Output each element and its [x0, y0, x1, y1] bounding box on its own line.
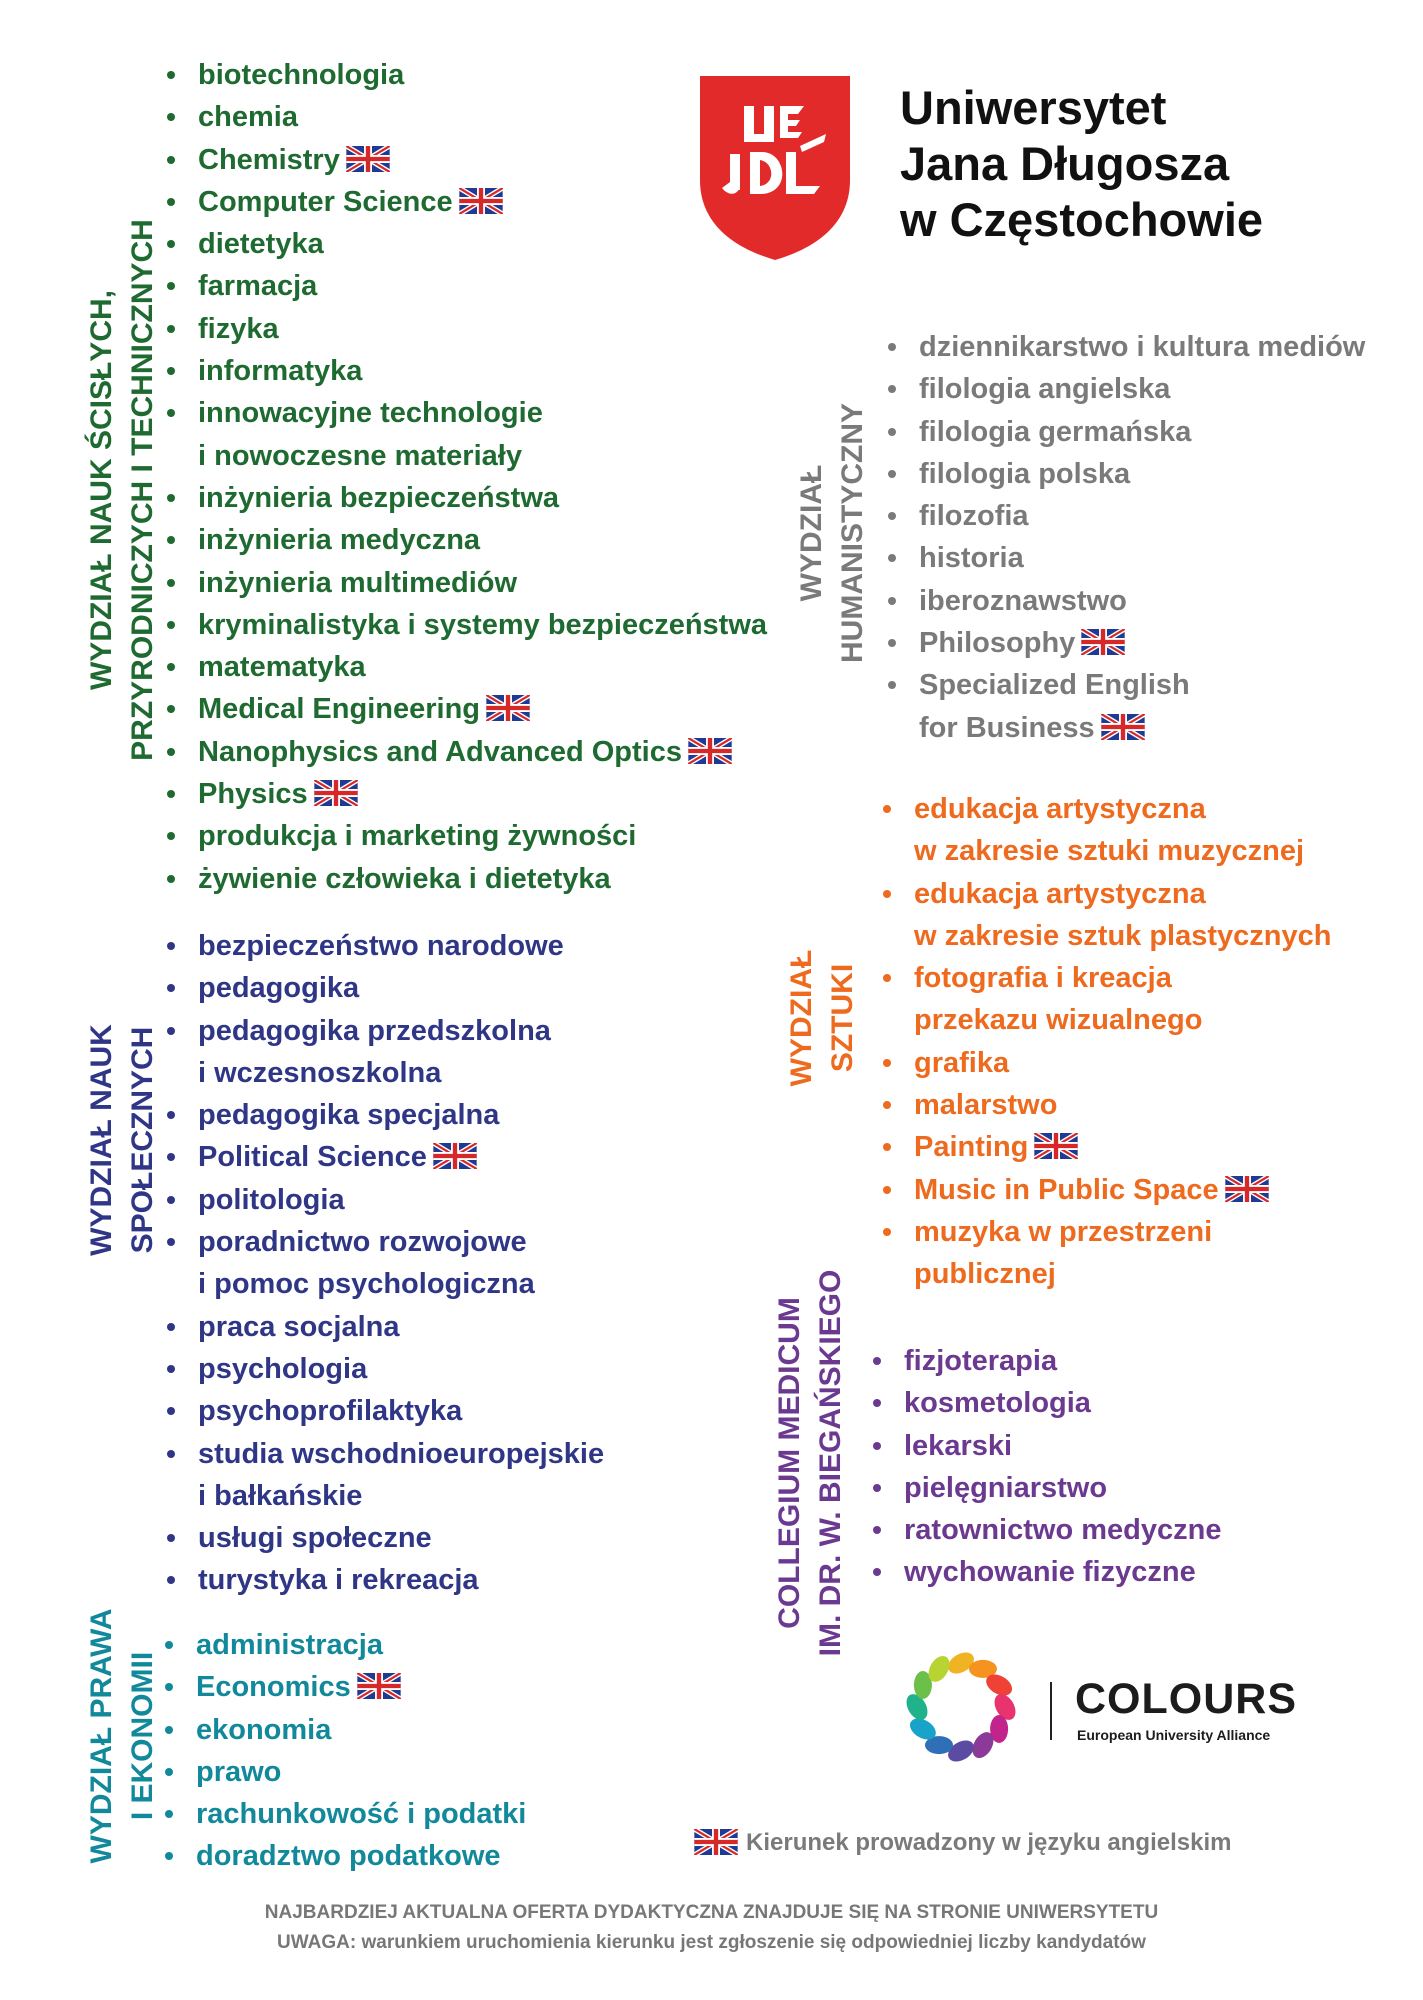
program-name: edukacja artystyczna	[914, 793, 1206, 825]
program-name: Chemistry	[198, 143, 340, 176]
program-item	[876, 1253, 1331, 1295]
program-name: administracja	[196, 1629, 383, 1661]
faculty-label-line: HUMANISTYCZNY	[836, 403, 869, 663]
footer-line-2: UWAGA: warunkiem uruchomienia kierunku jest zgłoszenie się odpowiedniej liczby kandydatów	[277, 1932, 1146, 1953]
faculty-label-arts	[781, 950, 863, 1087]
program-item	[876, 957, 1331, 999]
program-item	[881, 411, 1365, 453]
program-item	[160, 1559, 604, 1601]
program-item	[881, 664, 1365, 706]
program-item	[158, 1624, 526, 1666]
program-item	[876, 1211, 1331, 1253]
program-name: i pomoc psychologiczna	[198, 1268, 535, 1301]
faculty-label-medicum	[769, 1270, 851, 1657]
program-name: grafika	[914, 1046, 1010, 1079]
program-name: psychoprofilaktyka	[198, 1395, 463, 1428]
uk-flag-icon	[688, 738, 732, 764]
program-item	[160, 1052, 604, 1094]
program-name: filologia polska	[919, 457, 1131, 490]
footer-line-1: NAJBARDZIEJ AKTUALNA OFERTA DYDAKTYCZNA ZNAJDUJE SIĘ NA STRONIE UNIWERSYTETU	[264, 1902, 1159, 1923]
program-item	[866, 1382, 1221, 1424]
program-item	[160, 392, 767, 434]
program-item	[160, 688, 767, 730]
program-name: psychologia	[198, 1352, 368, 1385]
faculty-label-social	[81, 1024, 163, 1256]
program-item	[160, 1348, 604, 1390]
program-name: poradnictwo rozwojowe	[198, 1226, 527, 1259]
program-name: politologia	[198, 1183, 345, 1216]
program-name: dziennikarstwo i kultura mediów	[919, 331, 1366, 363]
program-name: filologia germańska	[919, 415, 1192, 448]
program-name: lekarski	[904, 1429, 1013, 1462]
program-item	[160, 604, 767, 646]
program-name: informatyka	[198, 355, 363, 388]
uk-flag-icon	[1034, 1133, 1078, 1159]
uk-flag-icon	[694, 1829, 738, 1855]
program-item	[160, 731, 767, 773]
program-item	[160, 967, 604, 1009]
program-item	[881, 368, 1365, 410]
program-item	[866, 1467, 1221, 1509]
faculty-label-line: WYDZIAŁ NAUK	[85, 1024, 118, 1256]
program-name: pedagogika	[198, 972, 360, 1005]
program-name: pedagogika przedszkolna	[198, 1014, 551, 1047]
program-item	[160, 308, 767, 350]
program-item	[160, 1517, 604, 1559]
program-item	[160, 1433, 604, 1475]
program-name: kosmetologia	[904, 1387, 1091, 1420]
program-name: praca socjalna	[198, 1310, 400, 1343]
program-item	[160, 1306, 604, 1348]
program-item	[881, 537, 1365, 579]
program-item	[160, 562, 767, 604]
faculty-label-line: IM. DR. W. BIEGAŃSKIEGO	[814, 1269, 847, 1657]
program-name: usługi społeczne	[198, 1522, 432, 1555]
program-item	[876, 999, 1331, 1041]
university-name	[900, 80, 1263, 248]
footer-notice	[0, 1898, 1423, 1958]
program-name: ratownictwo medyczne	[904, 1514, 1222, 1547]
program-name: rachunkowość i podatki	[196, 1798, 527, 1831]
program-name: Specialized English	[919, 669, 1190, 702]
program-list-humanities	[881, 326, 1365, 749]
program-name: muzyka w przestrzeni	[914, 1215, 1213, 1248]
program-name: doradztwo podatkowe	[196, 1840, 501, 1873]
uk-flag-icon	[1225, 1176, 1269, 1202]
program-item	[158, 1835, 526, 1877]
faculty-label-law	[81, 1609, 163, 1864]
program-name: pedagogika specjalna	[198, 1099, 500, 1132]
program-name: Painting	[914, 1131, 1029, 1164]
program-name: ekonomia	[196, 1713, 332, 1746]
program-item	[160, 1136, 604, 1178]
program-item	[158, 1751, 526, 1793]
program-item	[866, 1551, 1221, 1593]
program-name: fotografia i kreacja	[914, 962, 1172, 995]
program-name: Philosophy	[919, 627, 1076, 660]
program-list-medicum	[866, 1340, 1221, 1594]
program-item	[158, 1666, 526, 1708]
program-item	[876, 1042, 1331, 1084]
program-name: inżynieria multimediów	[198, 566, 518, 599]
program-name: chemia	[198, 101, 298, 134]
program-item	[876, 915, 1331, 957]
program-item	[160, 858, 767, 900]
faculty-label-line: WYDZIAŁ	[785, 949, 818, 1087]
colours-title: COLOURS	[1075, 1675, 1297, 1723]
program-name: i wczesnoszkolna	[198, 1056, 442, 1089]
faculty-label-line: SZTUKI	[826, 963, 859, 1073]
program-item	[876, 1169, 1331, 1211]
program-item	[866, 1425, 1221, 1467]
program-item	[160, 223, 767, 265]
faculty-label-line: WYDZIAŁ NAUK ŚCISŁYCH,	[85, 290, 118, 691]
program-name: iberoznawstwo	[919, 584, 1127, 617]
program-name: Medical Engineering	[198, 693, 480, 726]
program-name: innowacyjne technologie	[198, 397, 543, 430]
program-name: dietetyka	[198, 228, 324, 261]
program-item	[881, 707, 1365, 749]
program-item	[160, 96, 767, 138]
faculty-label-humanities	[791, 403, 873, 663]
program-item	[160, 265, 767, 307]
program-name: matematyka	[198, 651, 366, 684]
university-name-line-3: w Częstochowie	[900, 193, 1264, 246]
program-item	[158, 1709, 526, 1751]
program-name: pielęgniarstwo	[904, 1471, 1108, 1504]
program-name: filologia angielska	[919, 373, 1171, 406]
program-item	[160, 815, 767, 857]
faculty-label-line: I EKONOMII	[126, 1651, 159, 1821]
faculty-label-line: COLLEGIUM MEDICUM	[773, 1297, 806, 1629]
colours-alliance-logo-icon	[896, 1642, 1026, 1772]
program-name: Economics	[196, 1671, 351, 1704]
program-item	[158, 1793, 526, 1835]
program-name: farmacja	[198, 270, 318, 303]
program-name: Computer Science	[198, 185, 453, 218]
program-name: biotechnologia	[198, 59, 405, 91]
program-name: for Business	[919, 711, 1095, 744]
program-name: fizjoterapia	[904, 1345, 1058, 1377]
program-item	[876, 830, 1331, 872]
program-item	[876, 1126, 1331, 1168]
program-item	[160, 519, 767, 561]
program-item	[160, 773, 767, 815]
program-list-science	[160, 54, 767, 900]
colours-divider	[1050, 1682, 1052, 1740]
uk-flag-icon	[314, 780, 358, 806]
program-item	[876, 1084, 1331, 1126]
program-name: produkcja i marketing żywności	[198, 820, 637, 853]
uk-flag-icon	[346, 146, 390, 172]
program-item	[866, 1509, 1221, 1551]
program-name: przekazu wizualnego	[914, 1004, 1203, 1037]
program-item	[160, 181, 767, 223]
program-name: wychowanie fizyczne	[904, 1556, 1196, 1589]
program-name: inżynieria bezpieczeństwa	[198, 481, 560, 514]
program-item	[160, 1010, 604, 1052]
program-item	[160, 1475, 604, 1517]
program-name: Political Science	[198, 1141, 427, 1174]
program-item	[160, 1094, 604, 1136]
program-name: Music in Public Space	[914, 1173, 1219, 1206]
program-name: żywienie człowieka i dietetyka	[198, 862, 611, 895]
uk-flag-icon	[486, 695, 530, 721]
program-item	[881, 495, 1365, 537]
program-item	[876, 788, 1331, 830]
program-name: historia	[919, 542, 1024, 575]
program-name: i nowoczesne materiały	[198, 439, 522, 472]
program-item	[160, 54, 767, 96]
program-name: i bałkańskie	[198, 1479, 363, 1512]
english-legend	[694, 1828, 1231, 1858]
program-name: w zakresie sztuk plastycznych	[914, 919, 1332, 952]
university-name-line-2: Jana Długosza	[900, 137, 1230, 190]
uk-flag-icon	[1081, 629, 1125, 655]
faculty-label-line: PRZYRODNICZYCH I TECHNICZNYCH	[126, 219, 159, 761]
program-item	[881, 622, 1365, 664]
program-item	[160, 477, 767, 519]
program-name: edukacja artystyczna	[914, 877, 1206, 910]
program-item	[160, 435, 767, 477]
program-name: Physics	[198, 778, 308, 811]
uk-flag-icon	[459, 188, 503, 214]
program-name: malarstwo	[914, 1089, 1058, 1122]
colours-subtitle: European University Alliance	[1077, 1727, 1271, 1743]
university-name-line-1: Uniwersytet	[900, 81, 1167, 134]
uk-flag-icon	[1101, 714, 1145, 740]
program-item	[160, 1390, 604, 1432]
program-item	[881, 580, 1365, 622]
program-name: publicznej	[914, 1258, 1056, 1291]
program-item	[881, 453, 1365, 495]
program-name: turystyka i rekreacja	[198, 1564, 479, 1597]
program-list-arts	[876, 788, 1331, 1296]
program-name: w zakresie sztuki muzycznej	[914, 835, 1305, 868]
program-name: bezpieczeństwo narodowe	[198, 930, 564, 962]
program-item	[160, 1179, 604, 1221]
program-item	[160, 646, 767, 688]
uk-flag-icon	[357, 1673, 401, 1699]
program-item	[160, 1221, 604, 1263]
faculty-label-line: WYDZIAŁ	[795, 464, 828, 602]
faculty-label-science	[81, 219, 163, 761]
program-item	[160, 925, 604, 967]
program-item	[160, 350, 767, 392]
program-name: inżynieria medyczna	[198, 524, 481, 557]
program-list-social	[160, 925, 604, 1602]
program-item	[876, 873, 1331, 915]
program-item	[881, 326, 1365, 368]
faculty-label-line: WYDZIAŁ PRAWA	[85, 1608, 118, 1864]
program-name: fizyka	[198, 312, 279, 345]
faculty-label-line: SPOŁECZNYCH	[126, 1026, 159, 1254]
program-item	[866, 1340, 1221, 1382]
program-item	[160, 139, 767, 181]
program-list-law	[158, 1624, 526, 1878]
program-name: kryminalistyka i systemy bezpieczeństwa	[198, 608, 768, 641]
uk-flag-icon	[433, 1143, 477, 1169]
legend-text: Kierunek prowadzony w języku angielskim	[746, 1829, 1232, 1856]
program-name: Nanophysics and Advanced Optics	[198, 735, 682, 768]
program-name: prawo	[196, 1755, 282, 1788]
program-name: filozofia	[919, 500, 1029, 533]
program-item	[160, 1263, 604, 1305]
program-name: studia wschodnioeuropejskie	[198, 1437, 605, 1470]
